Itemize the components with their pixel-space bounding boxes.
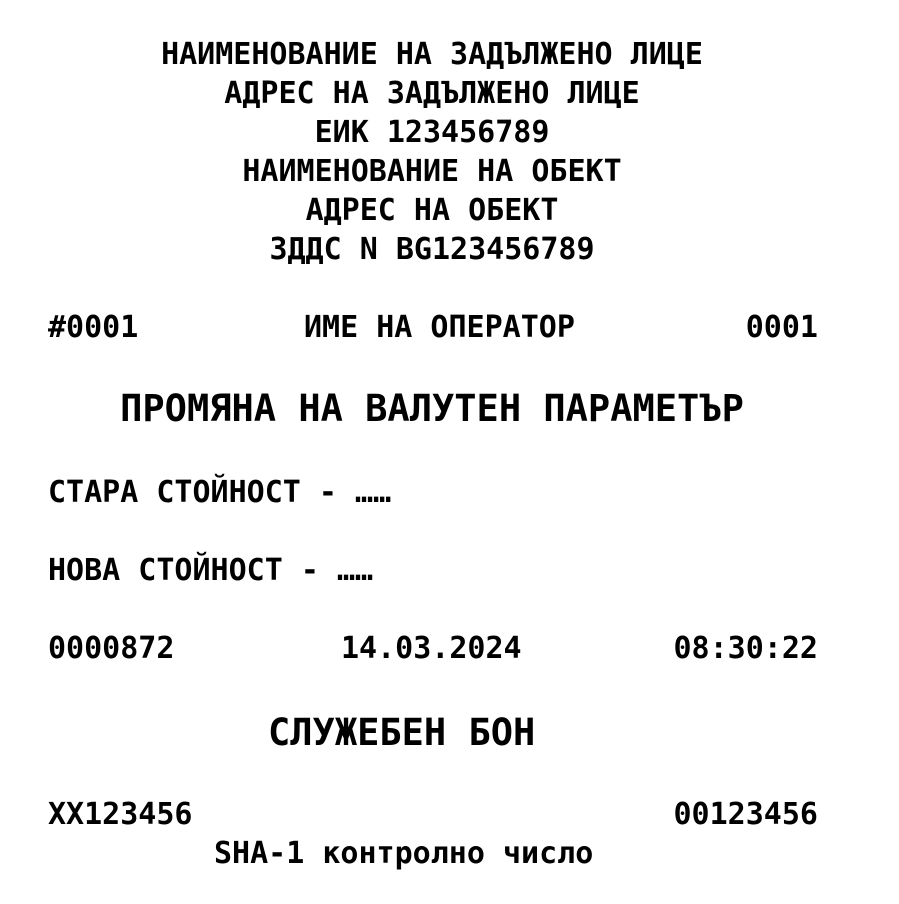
operator-name: ИМЕ НА ОПЕРАТОР (304, 310, 575, 345)
new-value: …… (337, 553, 374, 588)
header-site-name: НАИМЕНОВАНИЕ НА ОБЕКТ (242, 154, 622, 189)
old-value-label: СТАРА СТОЙНОСТ - (48, 475, 337, 510)
header-vat-number: ЗДДС N BG123456789 (269, 232, 595, 267)
new-value-line (48, 553, 374, 588)
old-value: …… (355, 475, 392, 510)
header-eik: ЕИК 123456789 (314, 115, 550, 150)
checksum-label: SHA-1 контролно число (214, 836, 594, 871)
meta-row (48, 631, 818, 666)
header-company-name: НАИМЕНОВАНИЕ НА ЗАДЪЛЖЕНО ЛИЦЕ (161, 37, 703, 72)
operator-number: #0001 (48, 310, 139, 345)
operator-code: 0001 (745, 310, 818, 345)
operator-row (48, 310, 818, 345)
device-number: XX123456 (48, 797, 193, 832)
fiscal-memory-number: 00123456 (673, 797, 818, 832)
header-site-address: АДРЕС НА ОБЕКТ (305, 193, 559, 228)
new-value-label: НОВА СТОЙНОСТ - (48, 553, 319, 588)
receipt-date: 14.03.2024 (341, 631, 522, 666)
header-company-address: АДРЕС НА ЗАДЪЛЖЕНО ЛИЦЕ (224, 76, 640, 111)
document-title: ПРОМЯНА НА ВАЛУТЕН ПАРАМЕТЪР (120, 387, 744, 430)
receipt-number: 0000872 (48, 631, 175, 666)
receipt-type: СЛУЖЕБЕН БОН (268, 711, 536, 754)
old-value-line (48, 475, 392, 510)
footer-row (48, 797, 818, 832)
receipt-time: 08:30:22 (673, 631, 818, 666)
